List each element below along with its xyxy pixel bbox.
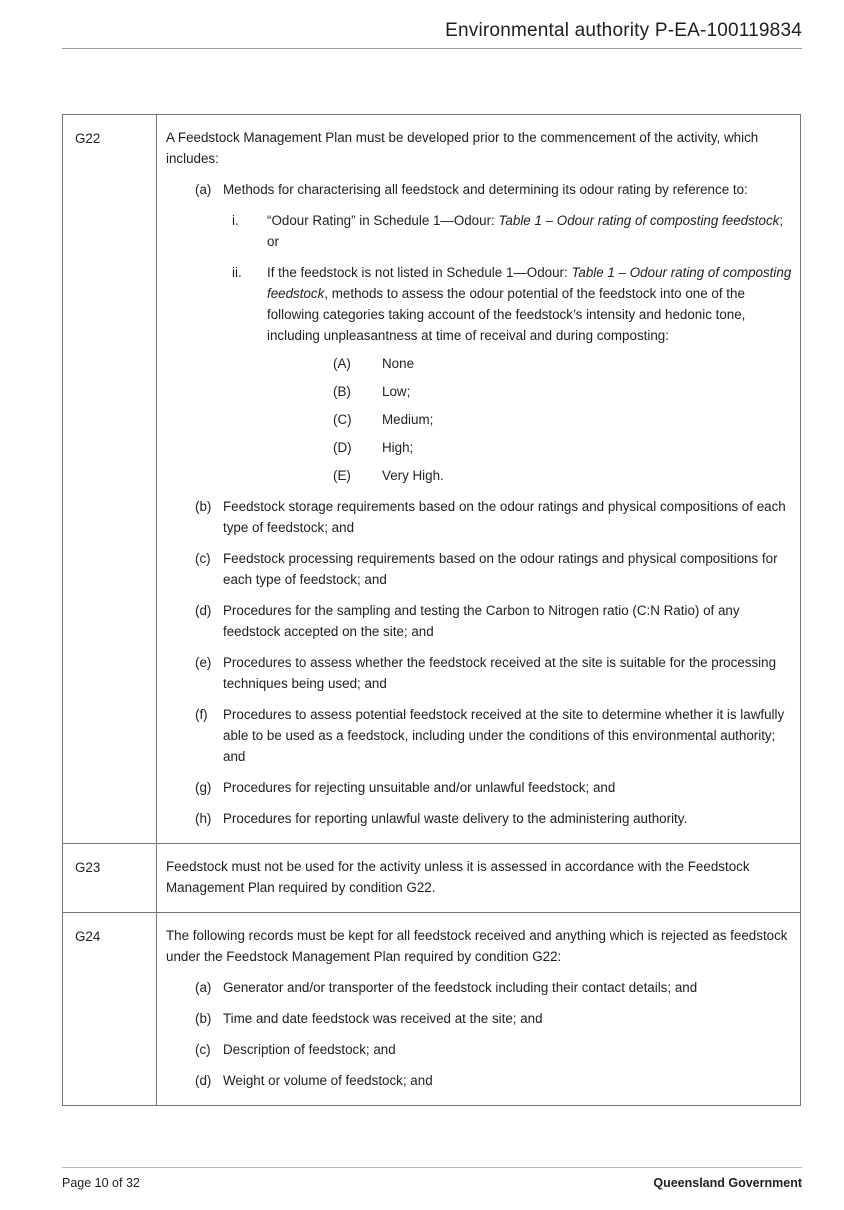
- list-marker: (b): [195, 499, 212, 514]
- page-number: Page 10 of 32: [62, 1176, 140, 1190]
- list-marker: (A): [333, 356, 351, 371]
- condition-id: G24: [63, 913, 157, 1106]
- list-marker: (c): [195, 551, 211, 566]
- list-item-f: [166, 704, 792, 767]
- list-item-a: [166, 977, 792, 998]
- list-text: [382, 353, 414, 374]
- text-segment: Description of feedstock; and: [223, 1042, 396, 1057]
- page-footer: [62, 1167, 802, 1190]
- condition-paragraph: [166, 925, 792, 967]
- list-item-h: [166, 808, 792, 829]
- list-item-d: [166, 1070, 792, 1091]
- list-text: [223, 1039, 396, 1060]
- italic-text-segment: Table 1 – Odour rating of composting feedstock: [498, 213, 780, 228]
- condition-paragraph: [166, 856, 792, 898]
- list-marker: (C): [333, 412, 352, 427]
- list-item-D: [166, 437, 792, 458]
- text-segment: Weight or volume of feedstock; and: [223, 1073, 433, 1088]
- list-text: [382, 465, 444, 486]
- text-segment: Very High.: [382, 468, 444, 483]
- list-item-c: [166, 548, 792, 590]
- condition-row-G23: [63, 844, 801, 913]
- text-segment: Procedures for the sampling and testing the Carbon to Nitrogen ratio (C:N Ratio) of any feedstock accepted on the site; and: [223, 603, 740, 639]
- list-marker: (d): [195, 603, 212, 618]
- text-segment: “Odour Rating” in Schedule 1—Odour:: [267, 213, 499, 228]
- text-segment: If the feedstock is not listed in Schedule 1—Odour:: [267, 265, 572, 280]
- list-text: [223, 548, 792, 590]
- list-text: [267, 210, 792, 252]
- list-marker: (a): [195, 980, 212, 995]
- text-segment: Feedstock must not be used for the activity unless it is assessed in accordance with the Feedstock Management Plan required by condition G22.: [166, 859, 750, 895]
- list-marker: (E): [333, 468, 351, 483]
- condition-id: G23: [63, 844, 157, 913]
- list-text: [382, 381, 410, 402]
- text-segment: A Feedstock Management Plan must be developed prior to the commencement of the activity, which includes:: [166, 130, 759, 166]
- list-item-B: [166, 381, 792, 402]
- list-marker: ii.: [232, 265, 242, 280]
- list-marker: (e): [195, 655, 212, 670]
- list-text: [223, 179, 748, 200]
- government-label: Queensland Government: [653, 1176, 802, 1190]
- list-item-b: [166, 1008, 792, 1029]
- list-text: [223, 496, 792, 538]
- list-item-ii: [166, 262, 792, 346]
- list-marker: (g): [195, 780, 212, 795]
- list-marker: i.: [232, 213, 239, 228]
- list-text: [382, 437, 413, 458]
- condition-row-G22: [63, 115, 801, 844]
- text-segment: Generator and/or transporter of the feedstock including their contact details; and: [223, 980, 698, 995]
- text-segment: Procedures to assess potential feedstock received at the site to determine whether it is lawfully able to be used as a feedstock, including under the conditions of this environmental authority; and: [223, 707, 785, 764]
- condition-id: G22: [63, 115, 157, 844]
- list-text: [223, 1070, 433, 1091]
- text-segment: Time and date feedstock was received at the site; and: [223, 1011, 543, 1026]
- text-segment: Procedures for rejecting unsuitable and/or unlawful feedstock; and: [223, 780, 616, 795]
- conditions-tbody: [63, 115, 801, 1106]
- list-text: [223, 652, 792, 694]
- list-marker: (c): [195, 1042, 211, 1057]
- text-segment: Feedstock processing requirements based on the odour ratings and physical compositions for each type of feedstock; and: [223, 551, 778, 587]
- list-item-i: [166, 210, 792, 252]
- text-segment: Feedstock storage requirements based on the odour ratings and physical compositions of each type of feedstock; and: [223, 499, 786, 535]
- list-marker: (D): [333, 440, 352, 455]
- list-marker: (B): [333, 384, 351, 399]
- text-segment: Medium;: [382, 412, 434, 427]
- list-text: [223, 600, 792, 642]
- text-segment: The following records must be kept for all feedstock received and anything which is rejected as feedstock under the Feedstock Management Plan required by condition G22:: [166, 928, 788, 964]
- list-item-e: [166, 652, 792, 694]
- condition-body: [157, 115, 801, 844]
- list-item-a: [166, 179, 792, 200]
- list-item-c: [166, 1039, 792, 1060]
- list-item-E: [166, 465, 792, 486]
- condition-body: [157, 844, 801, 913]
- list-text: [267, 262, 792, 346]
- list-text: [223, 808, 687, 829]
- conditions-table: [62, 114, 801, 1106]
- list-item-A: [166, 353, 792, 374]
- text-segment: ; or: [267, 213, 784, 249]
- list-item-b: [166, 496, 792, 538]
- italic-text-segment: Table 1 – Odour rating of composting feedstock: [267, 265, 792, 301]
- list-text: [382, 409, 433, 430]
- list-marker: (h): [195, 811, 212, 826]
- text-segment: High;: [382, 440, 414, 455]
- list-text: [223, 704, 792, 767]
- document-title: Environmental authority P-EA-100119834: [445, 20, 802, 41]
- condition-row-G24: [63, 913, 801, 1106]
- page-header: [62, 0, 802, 49]
- text-segment: , methods to assess the odour potential of the feedstock into one of the following categories taking account of the feedstock’s intensity and hedonic tone, including unpleasantness at time of receival and during composting:: [267, 286, 746, 343]
- text-segment: Procedures to assess whether the feedstock received at the site is suitable for the processing techniques being used; and: [223, 655, 777, 691]
- text-segment: Methods for characterising all feedstock and determining its odour rating by reference to:: [223, 182, 748, 197]
- text-segment: None: [382, 356, 415, 371]
- list-marker: (b): [195, 1011, 212, 1026]
- list-text: [223, 1008, 543, 1029]
- text-segment: Low;: [382, 384, 411, 399]
- condition-body: [157, 913, 801, 1106]
- list-marker: (d): [195, 1073, 212, 1088]
- list-text: [223, 777, 615, 798]
- condition-paragraph: [166, 127, 792, 169]
- list-item-C: [166, 409, 792, 430]
- list-marker: (a): [195, 182, 212, 197]
- list-item-d: [166, 600, 792, 642]
- list-marker: (f): [195, 707, 208, 722]
- list-text: [223, 977, 697, 998]
- list-item-g: [166, 777, 792, 798]
- text-segment: Procedures for reporting unlawful waste delivery to the administering authority.: [223, 811, 688, 826]
